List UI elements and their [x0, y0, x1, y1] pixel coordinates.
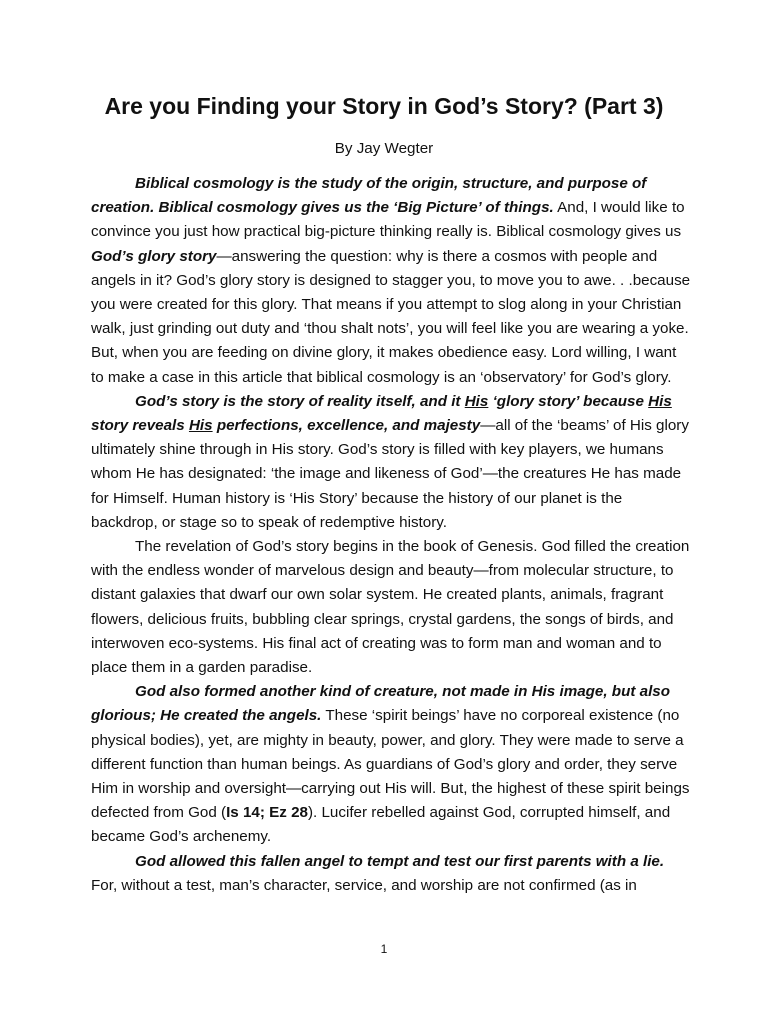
paragraph-4-text-a: These ‘spirit beings’ have no corporeal existence (no physical bodies), yet, are mighty in beauty, power, and glory. They were made to serve a different function than human beings. As guardians of God’s glory and order, they serve Him in worship and oversight—carrying out His will. But, the highest of these spirit beings defected from God ( [91, 707, 690, 822]
his-underlined-3: His [188, 417, 213, 435]
paragraph-3 [91, 535, 691, 680]
paragraph-5-text: For, without a test, man’s character, service, and worship are not confirmed (as in [91, 876, 637, 894]
paragraph-3-text: The revelation of God’s story begins in the book of Genesis. God filled the creation with the endless wonder of marvelous design and beauty—from molecular structure, to distant galaxies that dwarf our own solar system. He created plants, animals, fragrant flowers, delicious fruits, bubbling clear springs, crystal gardens, the songs of birds, and interwoven eco-systems. His final act of creating was to form man and woman and to place them in a garden paradise. [91, 538, 690, 677]
author-byline: By Jay Wegter [334, 140, 434, 157]
paragraph-2-lead-part-2: ‘glory story’ because [488, 392, 649, 410]
paragraph-2-text: —all of the ‘beams’ of His glory ultimately shine through in His story. God’s story is filled with key players, we humans whom He has designated: ‘the image and likeness of God’—the creatures He has made for Himself. Human history is ‘His Story’ because the history of our planet is the backdrop, or stage so to speak of redemptive history. [91, 417, 689, 531]
paragraph-1-text-b: —answering the question: why is there a cosmos with people and angels in it? God’s glory story is designed to stagger you, to move you to awe. . .because you were created for this glory. That means if you attempt to slog along in your Christian walk, just grinding out duty and ‘thou shalt nots’, you will feel like you are wearing a yoke. But, when you are feeding on divine glory, it makes obedience easy. Lord willing, I want to make a case in this article that biblical cosmology is an ‘observatory’ for God’s glory. [91, 247, 691, 386]
paragraph-4-lead: God also formed another kind of creature, not made in His image, but also glorious; He created the angels. [91, 683, 671, 725]
paragraph-2 [91, 390, 691, 535]
paragraph-1-text-a: And, I would like to convince you just how practical big-picture thinking really is. Biblical cosmology gives us [91, 199, 685, 241]
paragraph-4 [91, 680, 691, 849]
paragraph-5 [91, 850, 691, 898]
scripture-reference: Is 14; Ez 28 [226, 804, 308, 822]
article-body [91, 172, 691, 898]
his-underlined-2: His [648, 392, 672, 410]
page-number: 1 [380, 942, 388, 956]
his-underlined-1: His [464, 392, 489, 410]
document-title: Are you Finding your Story in God’s Story? (Part 3) [104, 93, 664, 119]
paragraph-4-text-b: ). Lucifer rebelled against God, corrupted himself, and became God’s archenemy. [91, 804, 671, 846]
glory-story-emphasis: God’s glory story [91, 247, 217, 265]
paragraph-2-lead-part-1: God’s story is the story of reality itself, and it [135, 392, 465, 410]
paragraph-5-lead: God allowed this fallen angel to tempt and test our first parents with a lie. [135, 852, 665, 870]
paragraph-2-lead-part-4: perfections, excellence, and majesty [212, 417, 481, 435]
paragraph-2-lead-part-3: story reveals [91, 417, 189, 435]
paragraph-1 [91, 172, 691, 390]
paragraph-1-lead: Biblical cosmology is the study of the origin, structure, and purpose of creation. Biblical cosmology gives us the ‘Big Picture’ of things. [91, 175, 647, 217]
